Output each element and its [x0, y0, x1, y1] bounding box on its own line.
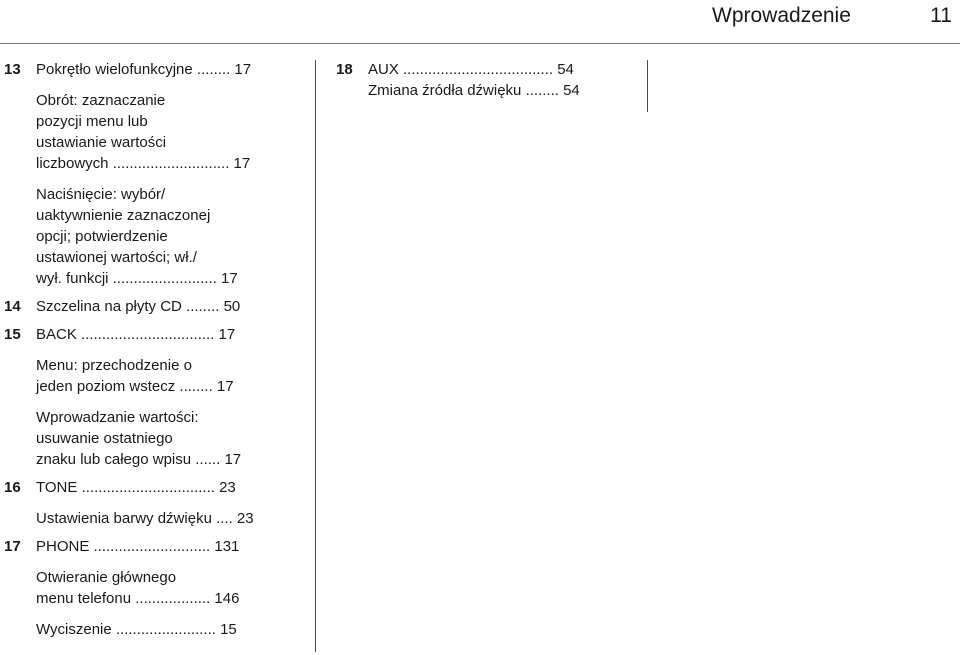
subitem-line: ustawionej wartości; wł./ — [36, 249, 197, 266]
subitem-line: wył. funkcji ......................... 17 — [36, 270, 238, 287]
entry-subitem — [36, 508, 315, 529]
subitem-line: usuwanie ostatniego — [36, 430, 173, 447]
subitem-line: jeden poziom wstecz ........ 17 — [36, 378, 234, 395]
subitem-line: Zmiana źródła dźwięku ........ 54 — [368, 82, 580, 99]
subitem-line: liczbowych ............................ 17 — [36, 155, 251, 172]
subitem-line: Otwieranie głównego — [36, 569, 177, 586]
legend-entry — [0, 60, 315, 289]
entry-number: 13 — [4, 61, 21, 78]
entry-subitem — [368, 80, 648, 101]
entry-subitem — [36, 619, 315, 640]
entry-subitem — [36, 567, 315, 609]
subitem-line: Menu: przechodzenie o — [36, 357, 192, 374]
legend-entry — [0, 537, 315, 640]
subitem-line: opcji; potwierdzenie — [36, 228, 168, 245]
column-divider — [315, 60, 316, 652]
legend-column-middle — [330, 60, 648, 109]
entry-label: TONE ................................ 23 — [36, 479, 236, 496]
subitem-line: Naciśnięcie: wybór/ — [36, 186, 166, 203]
entry-number: 15 — [4, 326, 21, 343]
section-title: Wprowadzenie — [712, 4, 851, 27]
legend-entry — [0, 297, 315, 317]
subitem-line: Obrót: zaznaczanie — [36, 92, 166, 109]
entry-number: 17 — [4, 538, 21, 555]
entry-label: Szczelina na płyty CD ........ 50 — [36, 298, 241, 315]
entry-label: BACK ................................ 17 — [36, 326, 236, 343]
legend-entry — [0, 325, 315, 470]
entry-number: 16 — [4, 479, 21, 496]
legend-entry — [0, 478, 315, 529]
page-number: 11 — [930, 4, 952, 27]
entry-number: 18 — [336, 61, 353, 78]
entry-label: AUX .................................... 54 — [368, 61, 574, 78]
subitem-line: znaku lub całego wpisu ...... 17 — [36, 451, 242, 468]
header-divider — [0, 43, 960, 44]
subitem-line: Wyciszenie ........................ 15 — [36, 621, 237, 638]
entry-subitem — [36, 355, 315, 397]
entry-subitem — [36, 407, 315, 470]
entry-label: PHONE ............................ 131 — [36, 538, 240, 555]
legend-column-left — [0, 60, 315, 648]
entry-number: 14 — [4, 298, 21, 315]
subitem-line: uaktywnienie zaznaczonej — [36, 207, 211, 224]
entry-subitem — [36, 184, 315, 289]
entry-label: Pokrętło wielofunkcyjne ........ 17 — [36, 61, 252, 78]
subitem-line: menu telefonu .................. 146 — [36, 590, 240, 607]
subitem-line: Wprowadzanie wartości: — [36, 409, 199, 426]
subitem-line: pozycji menu lub — [36, 113, 148, 130]
page-header — [0, 0, 960, 44]
subitem-line: ustawianie wartości — [36, 134, 167, 151]
subitem-line: Ustawienia barwy dźwięku .... 23 — [36, 510, 254, 527]
legend-entry — [330, 60, 648, 101]
entry-subitem — [36, 90, 315, 174]
